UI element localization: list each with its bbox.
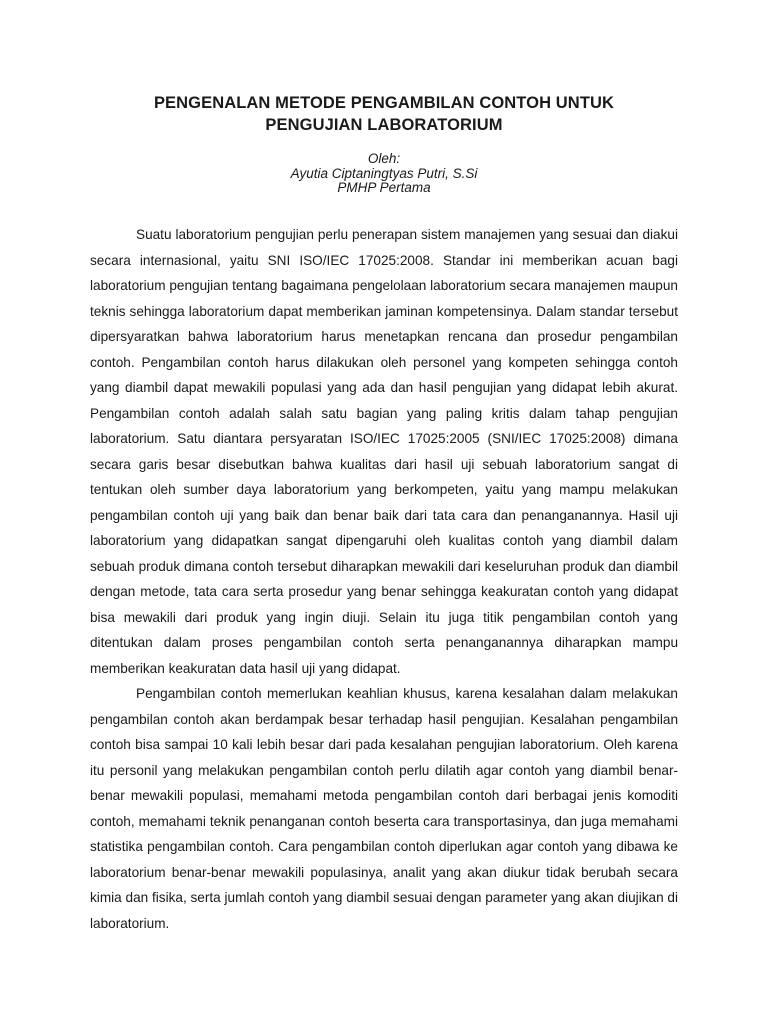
title-line-1: PENGENALAN METODE PENGAMBILAN CONTOH UNTUK — [153, 94, 615, 112]
document-title — [90, 92, 678, 136]
author-position: PMHP Pertama — [337, 180, 431, 195]
byline-label: Oleh: — [367, 151, 401, 166]
author-name: Ayutia Ciptaningtyas Putri, S.Si — [290, 165, 478, 181]
body-text — [90, 222, 678, 936]
title-line-2: PENGUJIAN LABORATORIUM — [265, 116, 503, 134]
author-block — [90, 152, 678, 196]
paragraph-2: Pengambilan contoh memerlukan keahlian khusus, karena kesalahan dalam melakukan pengambilan contoh akan berdampak besar terhadap hasil pengujian. Kesalahan pengambilan contoh bisa sampai 10 kali lebih besar dari pada kesalahan pengujian laboratorium. Oleh karena itu personil yang melakukan pengambilan contoh perlu dilatih agar contoh yang diambil benar-benar mewakili populasi, memahami metoda pengambilan contoh dari berbagai jenis komoditi contoh, memahami teknik penanganan contoh beserta cara transportasinya, dan juga memahami statistika pengambilan contoh. Cara pengambilan contoh diperlukan agar contoh yang dibawa ke laboratorium benar-benar mewakili populasinya, analit yang akan diukur tidak berubah secara kimia dan fisika, serta jumlah contoh yang diambil sesuai dengan parameter yang akan diujikan di laboratorium. — [90, 686, 678, 931]
paragraph-1: Suatu laboratorium pengujian perlu penerapan sistem manajemen yang sesuai dan diakui secara internasional, yaitu SNI ISO/IEC 17025:2008. Standar ini memberikan acuan bagi laboratorium pengujian tentang bagaimana pengelolaan laboratorium secara manajemen maupun teknis sehingga laboratorium dapat memberikan jaminan kompetensinya. Dalam standar tersebut dipersyaratkan bahwa laboratorium harus menetapkan rencana dan prosedur pengambilan contoh. Pengambilan contoh harus dilakukan oleh personel yang kompeten sehingga contoh yang diambil dapat mewakili populasi yang ada dan hasil pengujian yang didapat lebih akurat. Pengambilan contoh adalah salah satu bagian yang paling kritis dalam tahap pengujian laboratorium. Satu diantara persyaratan ISO/IEC 17025:2005 (SNI/IEC 17025:2008) dimana secara garis besar disebutkan bahwa kualitas dari hasil uji sebuah laboratorium sangat di tentukan oleh sumber daya laboratorium yang berkompeten, yaitu yang mampu melakukan pengambilan contoh uji yang baik dan benar baik dari tata cara dan penanganannya. Hasil uji laboratorium yang didapatkan sangat dipengaruhi oleh kualitas contoh yang diambil dalam sebuah produk dimana contoh tersebut diharapkan mewakili dari keseluruhan produk dan diambil dengan metode, tata cara serta prosedur yang benar sehingga keakuratan contoh yang didapat bisa mewakili dari produk yang ingin diuji. Selain itu juga titik pengambilan contoh yang ditentukan dalam proses pengambilan contoh serta penanganannya diharapkan mampu memberikan keakuratan data hasil uji yang didapat. — [90, 227, 678, 676]
